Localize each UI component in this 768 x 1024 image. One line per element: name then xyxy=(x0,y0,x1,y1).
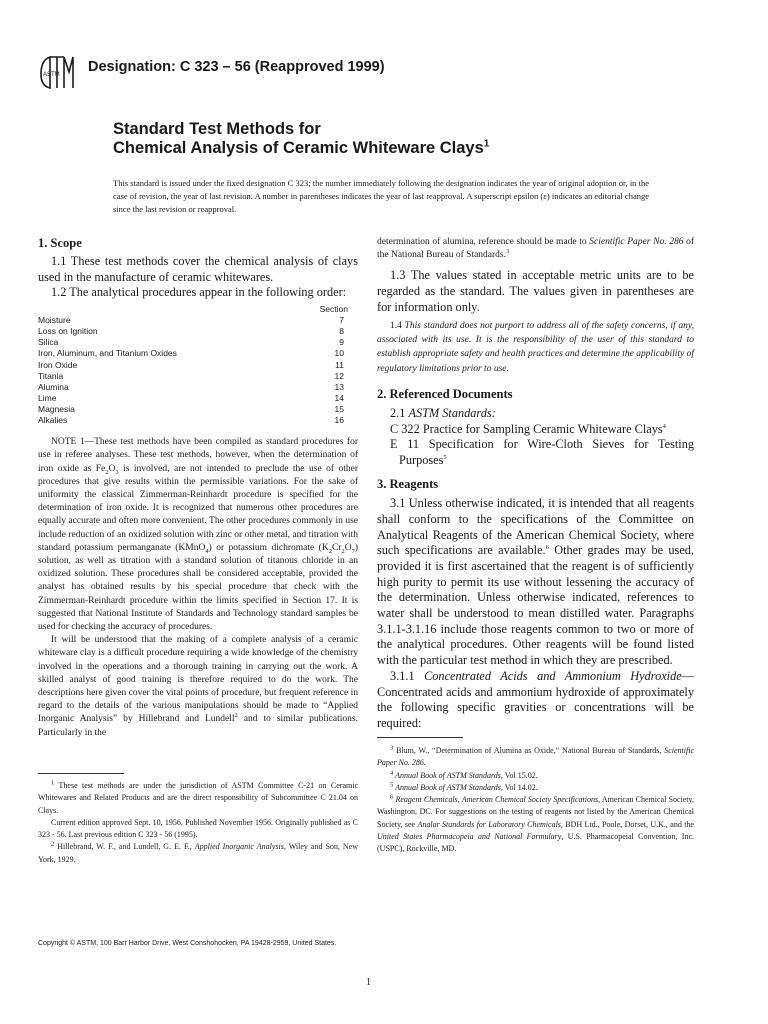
footnote-mark: 6 xyxy=(390,793,394,801)
toc-name: Iron Oxide xyxy=(38,359,78,370)
reference-code: C 322 xyxy=(390,421,420,436)
paragraph-3-1-1 xyxy=(377,669,694,732)
subsection-title: ASTM Standards: xyxy=(408,406,496,421)
footnote-3 xyxy=(377,745,694,770)
footnote-1-edition: Current edition approved Sept. 10, 1956. Published November 1956. Originally published as C 323 - 56. Last previous edition C 323 - 56 (1995). xyxy=(38,817,358,840)
toc-row xyxy=(38,382,358,393)
title-line-1: Standard Test Methods for xyxy=(113,120,321,138)
footnote-text: , BDH Ltd., Poole, Dorset, U.K., and the xyxy=(560,819,694,829)
paragraph-analysis xyxy=(38,634,358,740)
intro-paragraph: This standard is issued under the fixed designation C 323; the number immediately following the designation indicates the year of original adoption or, in the case of revision, the year of last revision. A number in parentheses indicates the year of last reapproval. A superscript epsilon (ε) indicates an editorial change since the last revision or reapproval. xyxy=(113,178,649,214)
paragraph-text: of the National Bureau of Standards. xyxy=(377,237,694,261)
paragraph-title: Concentrated Acids and Ammonium Hydroxide xyxy=(424,668,682,683)
paragraph-text: determination of alumina, reference should be made to xyxy=(377,237,590,247)
note-text: Cr xyxy=(331,542,342,553)
footnote-text: These test methods are under the jurisdiction of ASTM Committee C-21 on Ceramic Whitewares and Related Products and are the direct responsibility of Subcommittee C 21.04 on Clays. xyxy=(38,781,358,815)
footnote-5 xyxy=(377,782,694,794)
toc-row xyxy=(38,393,358,404)
footnote-text: , Wiley and Son, New York, 1929. xyxy=(38,842,359,864)
footnote-mark: 1 xyxy=(51,779,55,787)
footnote-rule-right xyxy=(377,737,463,738)
footnote-mark: 3 xyxy=(390,744,394,752)
paragraph-number: 3.1.1 xyxy=(390,668,425,683)
note-text: O xyxy=(108,463,116,474)
paragraph-text: This standard does not purport to address all of the safety concerns, if any, associated with its use. It is the responsibility of the user of this standard to establish appropriate safety and health practices and determine the applicability of regulatory limitations prior to use. xyxy=(377,320,694,374)
toc-row xyxy=(38,348,358,359)
toc-section: 16 xyxy=(334,415,344,426)
toc-name: Alumina xyxy=(38,381,69,392)
toc-name: Lime xyxy=(38,392,57,403)
paragraph-1-4 xyxy=(377,319,694,377)
subscript: 7 xyxy=(351,547,355,555)
section-heading-scope: 1. Scope xyxy=(38,236,82,250)
toc-row xyxy=(38,371,358,382)
subscript: 2 xyxy=(105,468,109,476)
note-text: ) or potassium dichromate (K xyxy=(208,542,329,553)
footnote-text: Applied Inorganic Analysis xyxy=(194,842,284,852)
footnote-text: Scientific Paper No. 286. xyxy=(377,746,694,768)
subscript: 2 xyxy=(341,547,345,555)
toc-section: 8 xyxy=(339,326,344,337)
toc-name: Titania xyxy=(38,370,64,381)
section-heading-reagents: 3. Reagents xyxy=(377,477,439,492)
footnote-4 xyxy=(377,770,694,782)
footnote-ref: 6 xyxy=(545,544,549,552)
footnote-text: Hillebrand, W. F., and Lundell, G. E. F., xyxy=(54,842,195,852)
toc-section: 12 xyxy=(334,370,344,381)
note-text: O xyxy=(344,542,352,553)
paragraph-continued xyxy=(377,236,694,262)
paragraph-1-3: 1.3 The values stated in acceptable metric units are to be regarded as the standard. The values given in parentheses are for information only. xyxy=(377,268,694,314)
footnote-ref: 2 xyxy=(234,712,238,720)
footnote-text: , U.S. Pharmacopeial Convention, Inc. (USPC), Rockville, MD. xyxy=(377,832,694,854)
paragraph-1-1: 1.1 These test methods cover the chemical analysis of clays used in the manufacture of ceramic whitewares. xyxy=(38,254,358,284)
footnote-1 xyxy=(38,780,358,817)
footnotes-right xyxy=(377,745,694,856)
subsection-astm-standards xyxy=(377,406,694,422)
footnote-mark: 2 xyxy=(51,840,55,848)
toc-section: 13 xyxy=(334,381,344,392)
subscript: 4 xyxy=(205,547,209,555)
page-number: 1 xyxy=(366,977,371,988)
toc-name: Alkalies xyxy=(38,415,68,426)
toc-name: Moisture xyxy=(38,315,71,326)
footnote-text: American Chemical Society, Washington, DC. For suggestions on the testing of reagents not listed by the American Chemical Society, see xyxy=(377,795,695,829)
subscript: 2 xyxy=(328,547,332,555)
paragraph-number: 1.4 xyxy=(390,320,405,331)
note-text: is involved, are not intended to preclude the use of other procedures that give results within the permissible variations. For the sake of uniformity the classical Zimmerman-Reinhardt procedure is specified for the determination of iron oxide. It is recognized that numerous other procedures are equally accurate and often more convenient. The other procedures commonly in use include reduction of an oxidized solution with zinc or other metal, and titration with standard potassium permanganate (KMnO xyxy=(38,463,359,553)
toc-name: Iron, Aluminum, and Titanium Oxides xyxy=(38,348,177,359)
designation: Designation: C 323 – 56 (Reapproved 1999) xyxy=(88,59,385,75)
toc-row xyxy=(38,415,358,426)
paragraph-text: 3.1 Unless otherwise indicated, it is intended that all reagents shall conform to the specifications of the Committee on Analytical Reagents of the American Chemical Society, where such specifications are available. xyxy=(377,496,694,558)
toc-name: Silica xyxy=(38,337,59,348)
toc-name: Magnesia xyxy=(38,403,75,414)
toc-row xyxy=(38,337,358,348)
copyright-notice: Copyright © ASTM, 100 Barr Harbor Drive, West Conshohocken, PA 19428-2959, United States. xyxy=(38,940,337,947)
svg-text:ASTM: ASTM xyxy=(43,72,60,78)
reference-text: Specification for Wire-Cloth Sieves for Testing Purposes xyxy=(399,437,695,467)
footnote-ref: 3 xyxy=(506,248,510,256)
note-1 xyxy=(38,436,358,634)
paragraph-text: Other grades may be used, provided it is first ascertained that the reagent is of sufficiently high purity to permit its use without lessening the accuracy of the determination. Unless otherwise indicated, references to water shall be understood to mean distilled water. Paragraphs 3.1.1-3.1.16 include those reagents common to two or more of the analytical procedures. Other reagents will be found listed with the particular test method in which they are prescribed. xyxy=(377,543,694,668)
title-footnote-ref: 1 xyxy=(483,138,490,150)
footnote-text: , Vol 14.02. xyxy=(500,782,538,792)
reference-text: Practice for Sampling Ceramic Whiteware Clays xyxy=(422,421,663,436)
footnote-ref: 5 xyxy=(443,453,447,461)
reference-item xyxy=(377,437,694,468)
subsection-number: 2.1 xyxy=(390,406,409,421)
section-heading-referenced-documents: 2. Referenced Documents xyxy=(377,387,513,402)
document-title xyxy=(113,120,489,158)
toc-row xyxy=(38,315,358,326)
footnote-text: Blum, W., “Determination of Alumina as Oxide,” National Bureau of Standards, xyxy=(393,746,665,755)
toc-section: 10 xyxy=(334,348,344,359)
toc-section: 9 xyxy=(339,337,344,348)
toc-name: Loss on Ignition xyxy=(38,326,98,337)
footnote-mark: 5 xyxy=(390,781,394,789)
footnote-text: , Vol 15.02. xyxy=(500,770,538,780)
astm-logo xyxy=(38,52,76,92)
subscript: 3 xyxy=(115,468,119,476)
footnote-text: Annual Book of ASTM Standards xyxy=(393,770,501,780)
procedure-table xyxy=(38,304,358,426)
note-text: ) solution, as well as titration with a standard solution of titanous chloride in an oxidized solution. These procedures shall be considered acceptable, provided the analyst has obtained results by his special procedure that check with the Zimmerman-Reinhardt procedure within the limits specified in Section 17. It is suggested that National Institute of Standards and Technology standard samples be used for checking the accuracy of procedures. xyxy=(38,542,358,632)
paragraph-text: —Concentrated acids and ammonium hydroxide of approximately the following specific gravities or concentrations will be required: xyxy=(377,668,695,730)
title-line-2-text: Chemical Analysis of Ceramic Whiteware Clays xyxy=(113,139,484,157)
left-column xyxy=(38,236,358,740)
toc-row xyxy=(38,326,358,337)
paragraph-text: It will be understood that the making of a complete analysis of a ceramic whiteware clay is a difficult procedure requiring a wide knowledge of the chemistry involved in the operations and a thorough training in carrying out the work. A skilled analyst of good training is therefore required to do the work. The descriptions here given cover the vital points of procedure, but frequent reference in regard to the details of the various manipulations should be made to “Applied Inorganic Analysis” by Hillebrand and Lundell xyxy=(38,635,358,725)
note-text: —These test methods have been compiled as standard procedures for use in referee analyses. These test methods, however, when the determination of iron oxide as Fe xyxy=(38,437,358,474)
footnote-text: Reagent Chemicals, American Chemical Society Specifications, xyxy=(393,795,601,805)
toc-section: 7 xyxy=(339,315,344,326)
reference-item xyxy=(377,422,694,438)
paragraph-text: Scientific Paper No. 286 xyxy=(589,237,684,247)
footnote-ref: 4 xyxy=(662,422,666,430)
footnote-6 xyxy=(377,794,694,855)
footnote-mark: 4 xyxy=(390,768,394,776)
footnote-text: United States Pharmacopeia and National Formulary xyxy=(377,832,562,842)
reference-code: E 11 xyxy=(390,437,420,452)
toc-section: 14 xyxy=(334,392,344,403)
footnote-rule-left xyxy=(38,773,124,774)
toc-header: Section xyxy=(319,304,348,315)
paragraph-text: and to similar publications. Particularly in the xyxy=(38,714,358,738)
toc-section: 15 xyxy=(334,403,344,414)
title-line-2 xyxy=(113,139,489,158)
paragraph-1-2: 1.2 The analytical procedures appear in the following order: xyxy=(51,285,347,300)
footnote-text: Analar Standards for Laboratory Chemicals xyxy=(417,819,561,829)
note-label: NOTE 1 xyxy=(51,437,85,448)
footnote-2 xyxy=(38,841,358,866)
footnotes-left xyxy=(38,780,358,866)
paragraph-3-1 xyxy=(377,496,694,669)
right-column xyxy=(377,236,694,732)
toc-row xyxy=(38,360,358,371)
footnote-text: Annual Book of ASTM Standards xyxy=(393,782,501,792)
toc-section: 11 xyxy=(335,359,344,370)
toc-row xyxy=(38,404,358,415)
